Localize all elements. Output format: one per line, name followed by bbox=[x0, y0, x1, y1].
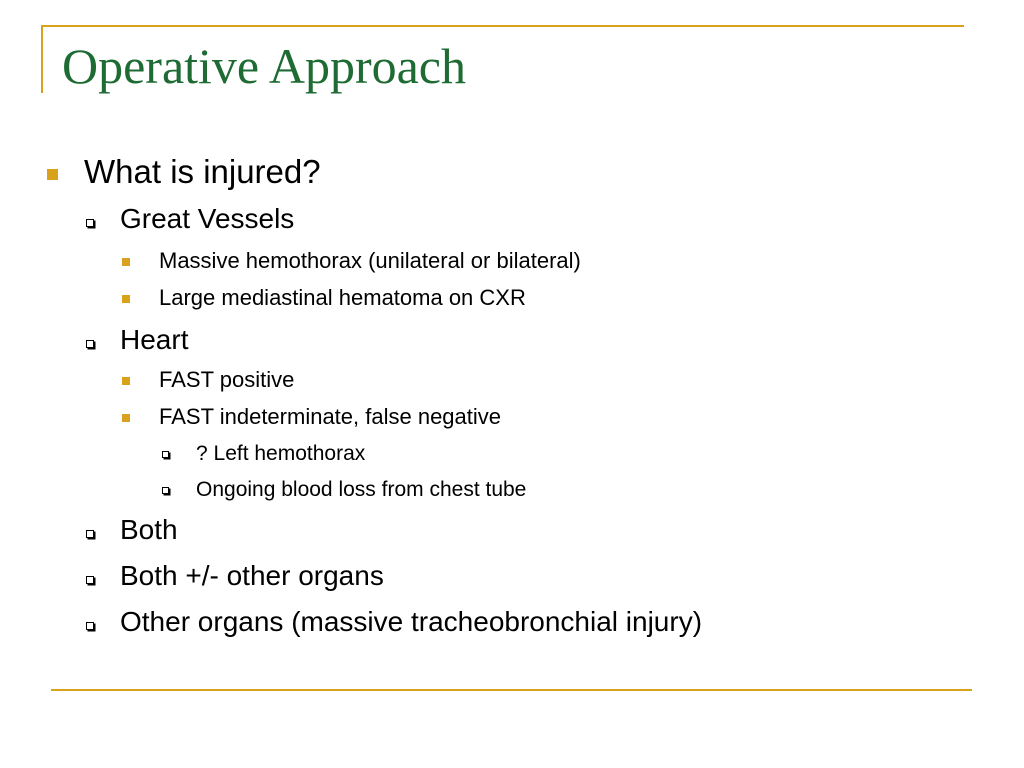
list-item bbox=[0, 475, 1024, 505]
list-item-heart bbox=[0, 322, 1024, 358]
list-item-label: Massive hemothorax (unilateral or bilateral) bbox=[159, 248, 581, 273]
list-item-great-vessels bbox=[0, 201, 1024, 237]
list-item bbox=[0, 365, 1024, 395]
hollow-square-bullet-icon bbox=[86, 530, 94, 538]
list-item bbox=[0, 246, 1024, 276]
list-item-label: Other organs (massive tracheobronchial injury) bbox=[120, 606, 703, 637]
list-item bbox=[0, 402, 1024, 432]
list-item bbox=[0, 604, 1024, 640]
filled-square-bullet-icon bbox=[47, 169, 58, 180]
frame-vertical-line bbox=[41, 25, 43, 93]
frame-top-line bbox=[41, 25, 964, 27]
list-item-label: What is injured? bbox=[84, 153, 321, 190]
list-item-label: Both bbox=[120, 514, 178, 545]
list-item bbox=[0, 558, 1024, 594]
list-item bbox=[0, 512, 1024, 548]
list-item bbox=[0, 439, 1024, 469]
list-item-label: Ongoing blood loss from chest tube bbox=[196, 478, 527, 501]
hollow-square-bullet-icon bbox=[162, 487, 169, 494]
hollow-square-bullet-icon bbox=[162, 451, 169, 458]
list-item-level1 bbox=[0, 152, 1024, 192]
hollow-square-bullet-icon bbox=[86, 219, 94, 227]
filled-square-bullet-icon bbox=[122, 414, 130, 422]
list-item-label: Large mediastinal hematoma on CXR bbox=[159, 285, 526, 310]
filled-square-bullet-icon bbox=[122, 295, 130, 303]
filled-square-bullet-icon bbox=[122, 258, 130, 266]
list-item-label: FAST positive bbox=[159, 367, 295, 392]
frame-bottom-line bbox=[51, 689, 972, 691]
list-item bbox=[0, 283, 1024, 313]
list-item-label: ? Left hemothorax bbox=[196, 442, 366, 465]
hollow-square-bullet-icon bbox=[86, 340, 94, 348]
list-item-label: Both +/- other organs bbox=[120, 560, 384, 591]
list-item-label: Great Vessels bbox=[120, 203, 295, 234]
list-item-label: Heart bbox=[120, 324, 189, 355]
hollow-square-bullet-icon bbox=[86, 622, 94, 630]
list-item-label: FAST indeterminate, false negative bbox=[159, 404, 502, 429]
slide-title: Operative Approach bbox=[62, 38, 467, 94]
hollow-square-bullet-icon bbox=[86, 576, 94, 584]
filled-square-bullet-icon bbox=[122, 377, 130, 385]
